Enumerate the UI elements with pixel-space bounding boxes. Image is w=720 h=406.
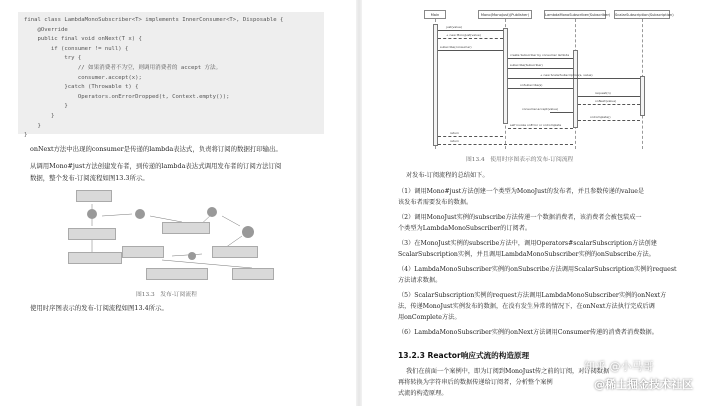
list-item: （4）LambdaMonoSubscriber实例的onSubscribe方法调用ScalarSubscription实例的request bbox=[398, 266, 677, 273]
code-line: } bbox=[24, 122, 41, 129]
sequence-message bbox=[578, 96, 640, 97]
sequence-message bbox=[578, 104, 640, 105]
message-label: + new MonoJust(value) bbox=[446, 33, 481, 37]
message-label: request(n) bbox=[595, 91, 611, 95]
list-item: （5）ScalarSubscription实例的request方法调用LambdaMonoSubscriber实例的onNext方 bbox=[398, 292, 667, 299]
code-line: try { bbox=[24, 55, 82, 62]
flow-node bbox=[242, 226, 254, 238]
list-item: （3）在MonoJust实例的subscribe方法中，调用Operators#scalarSubscription方法创建 bbox=[398, 240, 657, 247]
flow-arrow bbox=[102, 214, 132, 216]
flow-box bbox=[146, 268, 208, 280]
message-label: return bbox=[450, 131, 460, 135]
activation-bar bbox=[573, 50, 578, 128]
paragraph: 数据，整个发布-订阅流程如图13.3所示。 bbox=[30, 174, 149, 182]
message-label: onComplete() bbox=[590, 115, 611, 119]
lifeline-header: LambdaMonoSubscriber(Subscriber) bbox=[544, 10, 606, 19]
flow-box bbox=[162, 222, 210, 234]
activation-bar bbox=[503, 28, 508, 124]
code-line: if (consumer != null) { bbox=[24, 45, 129, 52]
paragraph: 使用时序图表示的发布-订阅流程如图13.4所示。 bbox=[30, 304, 168, 312]
sequence-message bbox=[438, 136, 503, 137]
sequence-message bbox=[508, 68, 573, 69]
code-line: public final void onNext(T x) { bbox=[24, 36, 142, 43]
lifeline-header: Main bbox=[424, 10, 446, 19]
publish-subscribe-flow-figure bbox=[62, 186, 282, 286]
right-page bbox=[362, 0, 720, 406]
sequence-message bbox=[438, 30, 503, 31]
lifeline-header: Mono(MonoJust)(Publisher) bbox=[478, 10, 532, 19]
message-label: onNext(value) bbox=[595, 99, 617, 103]
list-item: （2）调用MonoJust实例的subscribe方法传递一个数据消费者，该消费者会被包装成一 bbox=[398, 214, 642, 221]
code-line: } bbox=[24, 112, 55, 119]
activation-bar bbox=[640, 76, 645, 116]
sequence-message bbox=[508, 78, 640, 79]
list-item: 用onComplete方法。 bbox=[398, 314, 461, 321]
flow-node bbox=[207, 207, 217, 217]
list-item: 法，传递MonoJust实例发布的数据，在没有发生异常的情况下，在onNext方法执行完成后调 bbox=[398, 303, 655, 310]
message-label: create Subscriber by consumer lambda bbox=[510, 53, 570, 57]
list-item: 该发布者需要发布的数据。 bbox=[398, 199, 473, 206]
message-label: subscribe(Subscriber) bbox=[510, 63, 543, 67]
watermark: 知乎 @小马哥 bbox=[584, 360, 654, 373]
message-label: + new ScalarSubscription(s, value) bbox=[540, 73, 593, 77]
flow-arrow bbox=[172, 254, 202, 256]
flow-box bbox=[122, 246, 164, 258]
flow-box bbox=[232, 268, 274, 280]
left-page bbox=[0, 0, 356, 406]
figure-caption: 图13.4 使用时序图表示的发布-订阅流程 bbox=[466, 157, 574, 163]
list-item: 方法请求数据。 bbox=[398, 277, 442, 284]
flow-box bbox=[76, 190, 112, 202]
watermark: @稀土掘金技术社区 bbox=[594, 378, 693, 391]
section-heading: 13.2.3 Reactor响应式流的构造原理 bbox=[398, 351, 530, 360]
flow-box bbox=[68, 228, 116, 240]
paragraph: 再将转换为字符串后的数据传递给订阅者，分析整个案例 bbox=[398, 379, 553, 386]
paragraph: 我们在前面一个案例中，即为订阅到MonoJust传之前的订阅，对订阅数据 bbox=[406, 368, 610, 375]
activation-bar bbox=[433, 24, 438, 146]
message-label: consumer.accept(value) bbox=[522, 107, 559, 111]
flow-arrow bbox=[162, 260, 252, 268]
code-line: consumer.accept(x); bbox=[24, 74, 142, 81]
code-line: } bbox=[24, 132, 28, 139]
code-line: Operators.onErrorDropped(t, Context.empty()); bbox=[24, 93, 230, 100]
flow-node bbox=[87, 209, 97, 219]
flow-box bbox=[68, 252, 122, 264]
paragraph: 从调用Mono#just方法创建发布者，到传递的lambda表达式调用发布者的订阅方法订阅 bbox=[30, 162, 282, 170]
sequence-message bbox=[438, 38, 503, 39]
list-item: （1）调用Mono#just方法创建一个类型为MonoJust的发布者，并且参数传递的value是 bbox=[398, 188, 645, 195]
message-label: subscribe(consumer) bbox=[440, 45, 472, 49]
flow-arrow bbox=[222, 216, 240, 226]
lifeline-header: ScalarSubscription(Subscription) bbox=[614, 10, 670, 19]
list-item: ScalarSubscription实例，并且调用LambdaMonoSubscriber实例的onSubscribe方法。 bbox=[398, 251, 655, 258]
code-line: } bbox=[24, 103, 68, 110]
paragraph: 对发布-订阅流程的总结如下。 bbox=[406, 172, 489, 179]
code-line: final class LambdaMonoSubscriber<T> implements InnerConsumer<T>, Disposable { bbox=[24, 17, 284, 23]
message-label: just(value) bbox=[446, 25, 463, 29]
code-block bbox=[18, 12, 324, 139]
sequence-message bbox=[508, 88, 573, 89]
list-item: （6）LambdaMonoSubscriber实例的onNext方法调用Consumer传递的消费者消费数据。 bbox=[398, 329, 658, 336]
figure-caption: 图13.3 发布-订阅流程 bbox=[136, 292, 197, 298]
code-line: }catch (Throwable t) { bbox=[24, 84, 139, 91]
sequence-message bbox=[550, 112, 573, 113]
flow-box bbox=[212, 246, 258, 258]
sequence-message bbox=[438, 50, 503, 51]
paragraph: 式流的构造原理。 bbox=[398, 390, 448, 397]
paragraph: onNext方法中出现的consumer是传递的lambda表达式，负责将订阅的数据打印输出。 bbox=[30, 145, 282, 153]
sequence-diagram bbox=[410, 10, 672, 150]
flow-node bbox=[135, 209, 145, 219]
sequence-message bbox=[508, 58, 573, 59]
flow-node bbox=[188, 252, 196, 260]
sequence-message bbox=[508, 128, 573, 129]
code-line: // 如果消费者不为空，则调用消费者的 accept 方法。 bbox=[24, 64, 222, 71]
sequence-message bbox=[578, 120, 640, 121]
sequence-message bbox=[438, 144, 573, 145]
list-item: 个类型为LambdaMonoSubscriber的订阅者。 bbox=[398, 225, 532, 232]
message-label: self invoke onError or onComplete bbox=[510, 123, 562, 127]
code-line: @Override bbox=[24, 26, 68, 33]
message-label: onSubscribe(s) bbox=[520, 83, 543, 87]
message-label: return bbox=[450, 139, 460, 143]
